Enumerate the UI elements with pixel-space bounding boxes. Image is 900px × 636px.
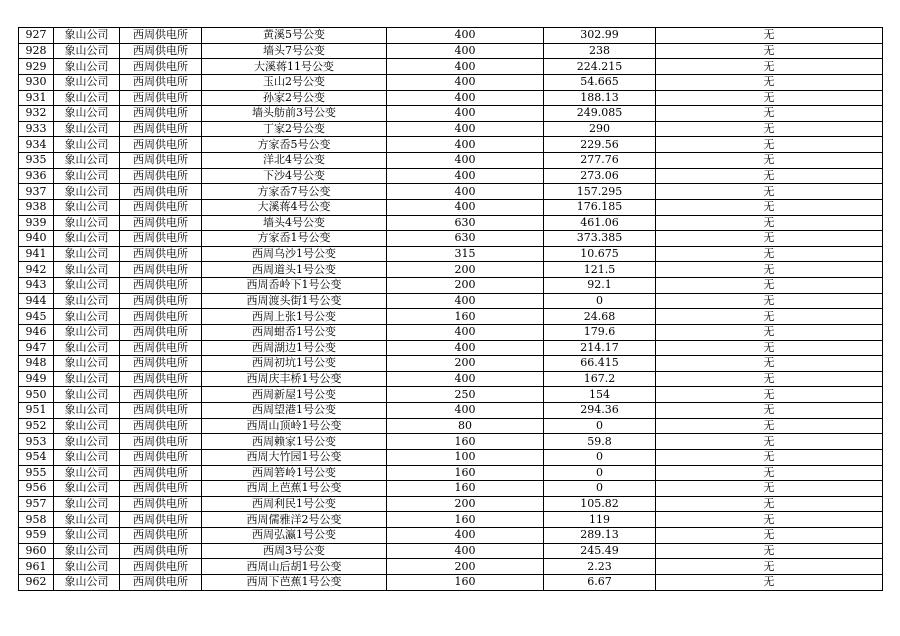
load-cell: 373.385: [544, 231, 656, 247]
station-cell: 西周供电所: [120, 121, 202, 137]
station-cell: 西周供电所: [120, 246, 202, 262]
note-cell: 无: [656, 574, 883, 590]
load-cell: 229.56: [544, 137, 656, 153]
table-row: [19, 184, 883, 200]
note-cell: 无: [656, 418, 883, 434]
load-cell: 54.665: [544, 74, 656, 90]
table-row: [19, 121, 883, 137]
company-cell: 象山公司: [54, 324, 120, 340]
station-cell: 西周供电所: [120, 262, 202, 278]
station-cell: 西周供电所: [120, 387, 202, 403]
transformer-name-cell: 西周3号公变: [202, 543, 387, 559]
table-row: [19, 418, 883, 434]
station-cell: 西周供电所: [120, 278, 202, 294]
table-row: [19, 340, 883, 356]
transformer-name-cell: 西周弘瀛1号公变: [202, 528, 387, 544]
transformer-name-cell: 西周蚶岙1号公变: [202, 324, 387, 340]
row-number-cell: 928: [19, 43, 54, 59]
note-cell: 无: [656, 153, 883, 169]
row-number-cell: 950: [19, 387, 54, 403]
table-row: [19, 59, 883, 75]
note-cell: 无: [656, 434, 883, 450]
capacity-cell: 400: [387, 106, 544, 122]
capacity-cell: 80: [387, 418, 544, 434]
company-cell: 象山公司: [54, 59, 120, 75]
table-row: [19, 90, 883, 106]
capacity-cell: 315: [387, 246, 544, 262]
company-cell: 象山公司: [54, 43, 120, 59]
table-row: [19, 278, 883, 294]
capacity-cell: 400: [387, 528, 544, 544]
transformer-name-cell: 西周湖边1号公变: [202, 340, 387, 356]
row-number-cell: 933: [19, 121, 54, 137]
row-number-cell: 939: [19, 215, 54, 231]
station-cell: 西周供电所: [120, 168, 202, 184]
station-cell: 西周供电所: [120, 59, 202, 75]
capacity-cell: 160: [387, 465, 544, 481]
transformer-name-cell: 大溪蒋11号公变: [202, 59, 387, 75]
note-cell: 无: [656, 215, 883, 231]
transformer-name-cell: 西周庆丰桥1号公变: [202, 371, 387, 387]
station-cell: 西周供电所: [120, 528, 202, 544]
capacity-cell: 400: [387, 324, 544, 340]
transformer-name-cell: 西周下芭蕉1号公变: [202, 574, 387, 590]
row-number-cell: 951: [19, 403, 54, 419]
transformer-name-cell: 下沙4号公变: [202, 168, 387, 184]
row-number-cell: 929: [19, 59, 54, 75]
capacity-cell: 160: [387, 434, 544, 450]
station-cell: 西周供电所: [120, 418, 202, 434]
transformer-name-cell: 孙家2号公变: [202, 90, 387, 106]
load-cell: 10.675: [544, 246, 656, 262]
company-cell: 象山公司: [54, 309, 120, 325]
note-cell: 无: [656, 168, 883, 184]
row-number-cell: 945: [19, 309, 54, 325]
station-cell: 西周供电所: [120, 28, 202, 44]
transformer-name-cell: 西周新屋1号公变: [202, 387, 387, 403]
capacity-cell: 400: [387, 293, 544, 309]
note-cell: 无: [656, 496, 883, 512]
load-cell: 66.415: [544, 356, 656, 372]
transformer-name-cell: 西周儒雅洋2号公变: [202, 512, 387, 528]
transformer-name-cell: 洋北4号公变: [202, 153, 387, 169]
station-cell: 西周供电所: [120, 293, 202, 309]
station-cell: 西周供电所: [120, 106, 202, 122]
transformer-name-cell: 西周渡头街1号公变: [202, 293, 387, 309]
station-cell: 西周供电所: [120, 137, 202, 153]
company-cell: 象山公司: [54, 90, 120, 106]
table-row: [19, 246, 883, 262]
capacity-cell: 400: [387, 74, 544, 90]
company-cell: 象山公司: [54, 387, 120, 403]
load-cell: 121.5: [544, 262, 656, 278]
station-cell: 西周供电所: [120, 43, 202, 59]
note-cell: 无: [656, 543, 883, 559]
company-cell: 象山公司: [54, 340, 120, 356]
company-cell: 象山公司: [54, 543, 120, 559]
row-number-cell: 934: [19, 137, 54, 153]
transformer-name-cell: 西周箬岭1号公变: [202, 465, 387, 481]
table-row: [19, 309, 883, 325]
table-row: [19, 403, 883, 419]
table-row: [19, 74, 883, 90]
station-cell: 西周供电所: [120, 574, 202, 590]
load-cell: 302.99: [544, 28, 656, 44]
capacity-cell: 160: [387, 309, 544, 325]
capacity-cell: 400: [387, 168, 544, 184]
table-row: [19, 371, 883, 387]
transformer-name-cell: 西周上张1号公变: [202, 309, 387, 325]
station-cell: 西周供电所: [120, 324, 202, 340]
row-number-cell: 958: [19, 512, 54, 528]
row-number-cell: 935: [19, 153, 54, 169]
company-cell: 象山公司: [54, 371, 120, 387]
row-number-cell: 931: [19, 90, 54, 106]
company-cell: 象山公司: [54, 278, 120, 294]
capacity-cell: 250: [387, 387, 544, 403]
company-cell: 象山公司: [54, 481, 120, 497]
station-cell: 西周供电所: [120, 559, 202, 575]
load-cell: 179.6: [544, 324, 656, 340]
row-number-cell: 946: [19, 324, 54, 340]
station-cell: 西周供电所: [120, 449, 202, 465]
table-row: [19, 28, 883, 44]
load-cell: 245.49: [544, 543, 656, 559]
company-cell: 象山公司: [54, 231, 120, 247]
capacity-cell: 400: [387, 543, 544, 559]
row-number-cell: 941: [19, 246, 54, 262]
capacity-cell: 400: [387, 90, 544, 106]
table-row: [19, 574, 883, 590]
note-cell: 无: [656, 278, 883, 294]
capacity-cell: 200: [387, 356, 544, 372]
table-row: [19, 465, 883, 481]
row-number-cell: 943: [19, 278, 54, 294]
station-cell: 西周供电所: [120, 74, 202, 90]
row-number-cell: 930: [19, 74, 54, 90]
transformer-name-cell: 西周乌沙1号公变: [202, 246, 387, 262]
note-cell: 无: [656, 246, 883, 262]
company-cell: 象山公司: [54, 28, 120, 44]
company-cell: 象山公司: [54, 449, 120, 465]
load-cell: 105.82: [544, 496, 656, 512]
company-cell: 象山公司: [54, 246, 120, 262]
capacity-cell: 400: [387, 28, 544, 44]
company-cell: 象山公司: [54, 356, 120, 372]
load-cell: 0: [544, 418, 656, 434]
load-cell: 0: [544, 293, 656, 309]
company-cell: 象山公司: [54, 528, 120, 544]
note-cell: 无: [656, 371, 883, 387]
transformer-name-cell: 玉山2号公变: [202, 74, 387, 90]
load-cell: 290: [544, 121, 656, 137]
table-row: [19, 559, 883, 575]
load-cell: 249.085: [544, 106, 656, 122]
station-cell: 西周供电所: [120, 403, 202, 419]
table-row: [19, 168, 883, 184]
row-number-cell: 942: [19, 262, 54, 278]
row-number-cell: 937: [19, 184, 54, 200]
load-cell: 294.36: [544, 403, 656, 419]
load-cell: 167.2: [544, 371, 656, 387]
capacity-cell: 400: [387, 184, 544, 200]
table-row: [19, 449, 883, 465]
table-row: [19, 106, 883, 122]
table-row: [19, 215, 883, 231]
station-cell: 西周供电所: [120, 215, 202, 231]
load-cell: 214.17: [544, 340, 656, 356]
capacity-cell: 630: [387, 215, 544, 231]
row-number-cell: 955: [19, 465, 54, 481]
table-row: [19, 512, 883, 528]
table-row: [19, 434, 883, 450]
capacity-cell: 630: [387, 231, 544, 247]
capacity-cell: 400: [387, 199, 544, 215]
capacity-cell: 400: [387, 59, 544, 75]
table-row: [19, 43, 883, 59]
transformer-name-cell: 方家岙1号公变: [202, 231, 387, 247]
note-cell: 无: [656, 481, 883, 497]
note-cell: 无: [656, 324, 883, 340]
row-number-cell: 927: [19, 28, 54, 44]
station-cell: 西周供电所: [120, 340, 202, 356]
row-number-cell: 960: [19, 543, 54, 559]
transformer-name-cell: 西周大竹园1号公变: [202, 449, 387, 465]
transformer-name-cell: 方家岙7号公变: [202, 184, 387, 200]
load-cell: 273.06: [544, 168, 656, 184]
row-number-cell: 936: [19, 168, 54, 184]
table-row: [19, 231, 883, 247]
transformer-name-cell: 丁家2号公变: [202, 121, 387, 137]
table-row: [19, 153, 883, 169]
station-cell: 西周供电所: [120, 465, 202, 481]
note-cell: 无: [656, 106, 883, 122]
table-row: [19, 496, 883, 512]
transformer-name-cell: 西周利民1号公变: [202, 496, 387, 512]
transformer-name-cell: 西周初坑1号公变: [202, 356, 387, 372]
transformer-name-cell: 西周山后胡1号公变: [202, 559, 387, 575]
capacity-cell: 400: [387, 371, 544, 387]
load-cell: 2.23: [544, 559, 656, 575]
station-cell: 西周供电所: [120, 481, 202, 497]
capacity-cell: 160: [387, 481, 544, 497]
load-cell: 188.13: [544, 90, 656, 106]
station-cell: 西周供电所: [120, 184, 202, 200]
note-cell: 无: [656, 465, 883, 481]
station-cell: 西周供电所: [120, 231, 202, 247]
company-cell: 象山公司: [54, 215, 120, 231]
table-row: [19, 387, 883, 403]
table-row: [19, 324, 883, 340]
load-cell: 24.68: [544, 309, 656, 325]
note-cell: 无: [656, 528, 883, 544]
note-cell: 无: [656, 293, 883, 309]
load-cell: 238: [544, 43, 656, 59]
station-cell: 西周供电所: [120, 434, 202, 450]
row-number-cell: 948: [19, 356, 54, 372]
row-number-cell: 954: [19, 449, 54, 465]
table-row: [19, 199, 883, 215]
capacity-cell: 200: [387, 559, 544, 575]
capacity-cell: 200: [387, 496, 544, 512]
company-cell: 象山公司: [54, 262, 120, 278]
station-cell: 西周供电所: [120, 543, 202, 559]
company-cell: 象山公司: [54, 293, 120, 309]
note-cell: 无: [656, 356, 883, 372]
load-cell: 289.13: [544, 528, 656, 544]
load-cell: 157.295: [544, 184, 656, 200]
note-cell: 无: [656, 231, 883, 247]
transformer-name-cell: 墙头7号公变: [202, 43, 387, 59]
note-cell: 无: [656, 559, 883, 575]
capacity-cell: 400: [387, 340, 544, 356]
load-cell: 59.8: [544, 434, 656, 450]
company-cell: 象山公司: [54, 153, 120, 169]
station-cell: 西周供电所: [120, 356, 202, 372]
station-cell: 西周供电所: [120, 496, 202, 512]
row-number-cell: 962: [19, 574, 54, 590]
table-row: [19, 262, 883, 278]
capacity-cell: 400: [387, 43, 544, 59]
row-number-cell: 944: [19, 293, 54, 309]
capacity-cell: 160: [387, 512, 544, 528]
company-cell: 象山公司: [54, 496, 120, 512]
table-row: [19, 137, 883, 153]
station-cell: 西周供电所: [120, 371, 202, 387]
transformer-name-cell: 西周赖家1号公变: [202, 434, 387, 450]
company-cell: 象山公司: [54, 403, 120, 419]
capacity-cell: 100: [387, 449, 544, 465]
note-cell: 无: [656, 90, 883, 106]
note-cell: 无: [656, 340, 883, 356]
note-cell: 无: [656, 403, 883, 419]
transformer-name-cell: 黄溪5号公变: [202, 28, 387, 44]
note-cell: 无: [656, 184, 883, 200]
station-cell: 西周供电所: [120, 199, 202, 215]
transformer-load-table: [18, 27, 883, 591]
load-cell: 277.76: [544, 153, 656, 169]
company-cell: 象山公司: [54, 74, 120, 90]
transformer-name-cell: 西周山顶岭1号公变: [202, 418, 387, 434]
company-cell: 象山公司: [54, 106, 120, 122]
company-cell: 象山公司: [54, 434, 120, 450]
row-number-cell: 947: [19, 340, 54, 356]
load-cell: 0: [544, 481, 656, 497]
note-cell: 无: [656, 137, 883, 153]
station-cell: 西周供电所: [120, 90, 202, 106]
note-cell: 无: [656, 121, 883, 137]
transformer-name-cell: 方家岙5号公变: [202, 137, 387, 153]
note-cell: 无: [656, 74, 883, 90]
row-number-cell: 957: [19, 496, 54, 512]
row-number-cell: 938: [19, 199, 54, 215]
table-row: [19, 543, 883, 559]
capacity-cell: 400: [387, 121, 544, 137]
company-cell: 象山公司: [54, 199, 120, 215]
row-number-cell: 956: [19, 481, 54, 497]
note-cell: 无: [656, 262, 883, 278]
load-cell: 154: [544, 387, 656, 403]
company-cell: 象山公司: [54, 137, 120, 153]
company-cell: 象山公司: [54, 512, 120, 528]
transformer-name-cell: 墙头舫前3号公变: [202, 106, 387, 122]
table-row: [19, 293, 883, 309]
note-cell: 无: [656, 28, 883, 44]
table-row: [19, 528, 883, 544]
load-cell: 0: [544, 465, 656, 481]
station-cell: 西周供电所: [120, 309, 202, 325]
company-cell: 象山公司: [54, 465, 120, 481]
note-cell: 无: [656, 199, 883, 215]
load-cell: 119: [544, 512, 656, 528]
transformer-name-cell: 墙头4号公变: [202, 215, 387, 231]
company-cell: 象山公司: [54, 168, 120, 184]
company-cell: 象山公司: [54, 184, 120, 200]
company-cell: 象山公司: [54, 574, 120, 590]
note-cell: 无: [656, 449, 883, 465]
transformer-name-cell: 西周岙岭下1号公变: [202, 278, 387, 294]
table-row: [19, 356, 883, 372]
note-cell: 无: [656, 43, 883, 59]
station-cell: 西周供电所: [120, 153, 202, 169]
row-number-cell: 932: [19, 106, 54, 122]
load-cell: 6.67: [544, 574, 656, 590]
row-number-cell: 940: [19, 231, 54, 247]
load-cell: 176.185: [544, 199, 656, 215]
capacity-cell: 200: [387, 278, 544, 294]
load-cell: 92.1: [544, 278, 656, 294]
transformer-name-cell: 西周望港1号公变: [202, 403, 387, 419]
station-cell: 西周供电所: [120, 512, 202, 528]
company-cell: 象山公司: [54, 559, 120, 575]
load-cell: 224.215: [544, 59, 656, 75]
transformer-name-cell: 西周上芭蕉1号公变: [202, 481, 387, 497]
transformer-name-cell: 大溪蒋4号公变: [202, 199, 387, 215]
company-cell: 象山公司: [54, 418, 120, 434]
capacity-cell: 400: [387, 153, 544, 169]
row-number-cell: 961: [19, 559, 54, 575]
load-cell: 0: [544, 449, 656, 465]
company-cell: 象山公司: [54, 121, 120, 137]
capacity-cell: 200: [387, 262, 544, 278]
capacity-cell: 160: [387, 574, 544, 590]
table-body: [19, 28, 883, 591]
row-number-cell: 949: [19, 371, 54, 387]
row-number-cell: 953: [19, 434, 54, 450]
table-row: [19, 481, 883, 497]
note-cell: 无: [656, 387, 883, 403]
note-cell: 无: [656, 309, 883, 325]
note-cell: 无: [656, 59, 883, 75]
note-cell: 无: [656, 512, 883, 528]
load-cell: 461.06: [544, 215, 656, 231]
row-number-cell: 952: [19, 418, 54, 434]
capacity-cell: 400: [387, 137, 544, 153]
row-number-cell: 959: [19, 528, 54, 544]
transformer-name-cell: 西周道头1号公变: [202, 262, 387, 278]
capacity-cell: 400: [387, 403, 544, 419]
